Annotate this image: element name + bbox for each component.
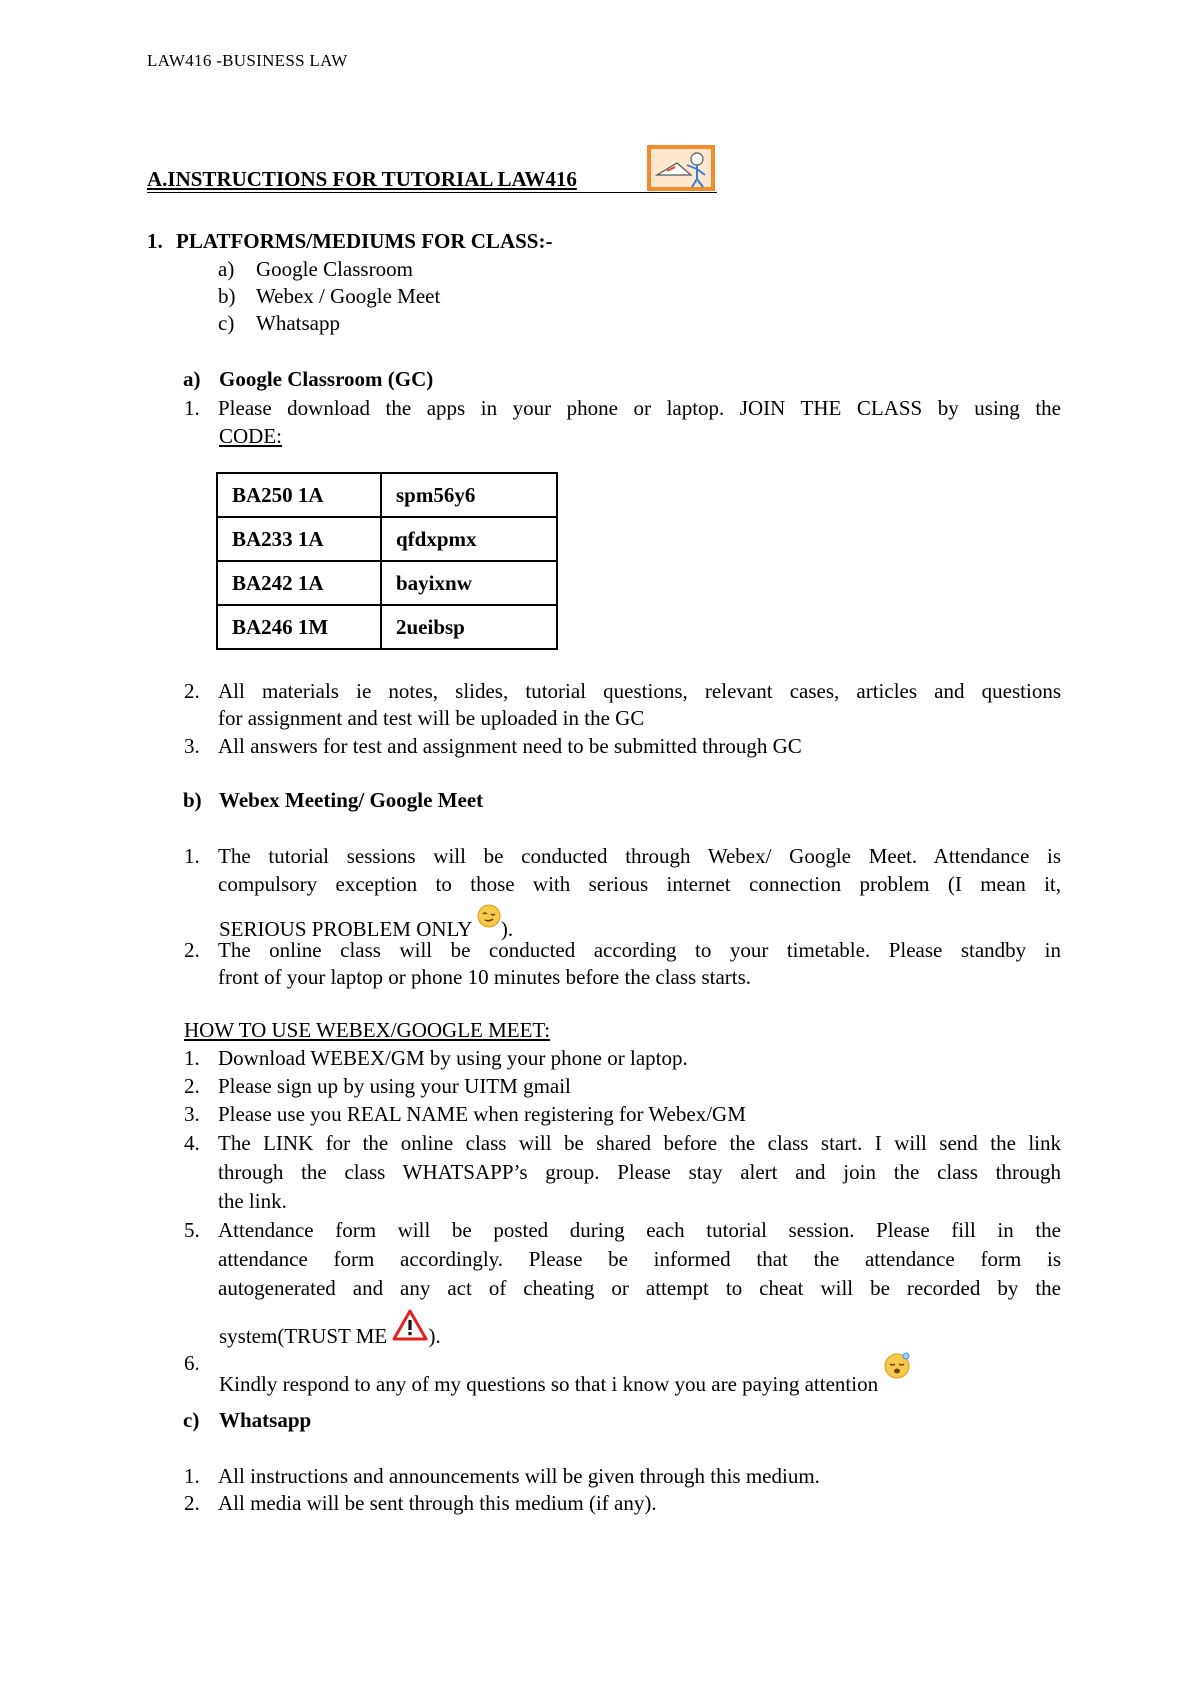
platform-whatsapp: Whatsapp bbox=[256, 311, 340, 335]
table-row bbox=[217, 561, 557, 605]
platform-label-b: b) bbox=[218, 284, 236, 308]
webex-item1-line2: compulsory exception to those with serious internet connection problem (I mean it, bbox=[218, 872, 1061, 896]
warning-icon bbox=[392, 1309, 428, 1341]
webex-item1-line1: The tutorial sessions will be conducted through Webex/ Google Meet. Attendance is bbox=[218, 844, 1061, 868]
presenter-clipart-icon bbox=[647, 145, 715, 191]
serious-problem-close: ). bbox=[500, 917, 514, 941]
class-group-cell: BA250 1A bbox=[217, 473, 381, 517]
step2-text: Please sign up by using your UITM gmail bbox=[218, 1074, 571, 1098]
step6-line bbox=[219, 1351, 911, 1396]
sleepy-emoji-icon bbox=[883, 1351, 911, 1379]
gc-item3-number: 3. bbox=[184, 734, 200, 758]
whatsapp-item2-text: All media will be sent through this medium (if any). bbox=[218, 1491, 657, 1515]
gc-label: a) bbox=[183, 367, 201, 391]
title-underline bbox=[147, 192, 717, 193]
gc-heading: Google Classroom (GC) bbox=[219, 367, 434, 391]
step4-number: 4. bbox=[184, 1131, 200, 1155]
class-code-table bbox=[216, 472, 558, 650]
platform-webex: Webex / Google Meet bbox=[256, 284, 441, 308]
class-code-cell: qfdxpmx bbox=[381, 517, 557, 561]
step5-number: 5. bbox=[184, 1218, 200, 1242]
step3-number: 3. bbox=[184, 1102, 200, 1126]
class-code-cell: spm56y6 bbox=[381, 473, 557, 517]
trust-me-close: ). bbox=[428, 1324, 441, 1348]
webex-item2-number: 2. bbox=[184, 938, 200, 962]
whatsapp-item1-text: All instructions and announcements will be given through this medium. bbox=[218, 1464, 820, 1488]
step5-line1: Attendance form will be posted during each tutorial session. Please fill in the bbox=[218, 1218, 1061, 1242]
step5-line3: autogenerated and any act of cheating or attempt to cheat will be recorded by the bbox=[218, 1276, 1061, 1300]
webex-item1-number: 1. bbox=[184, 844, 200, 868]
step6-text: Kindly respond to any of my questions so that i know you are paying attention bbox=[219, 1372, 879, 1396]
table-row bbox=[217, 605, 557, 649]
webex-item2-line1: The online class will be conducted according to your timetable. Please standby in bbox=[218, 938, 1061, 962]
gc-item3-text: All answers for test and assignment need to be submitted through GC bbox=[218, 734, 802, 758]
whatsapp-item1-number: 1. bbox=[184, 1464, 200, 1488]
class-group-cell: BA246 1M bbox=[217, 605, 381, 649]
section1-heading: PLATFORMS/MEDIUMS FOR CLASS:- bbox=[176, 229, 553, 253]
step4-line3: the link. bbox=[218, 1189, 287, 1213]
webex-heading: Webex Meeting/ Google Meet bbox=[219, 788, 484, 812]
trust-me-text: system(TRUST ME bbox=[219, 1324, 388, 1348]
section1-number: 1. bbox=[147, 229, 163, 253]
class-group-cell: BA233 1A bbox=[217, 517, 381, 561]
page-header: LAW416 -BUSINESS LAW bbox=[147, 51, 348, 70]
class-code-cell: bayixnw bbox=[381, 561, 557, 605]
gc-item2-line2: for assignment and test will be uploaded in the GC bbox=[218, 706, 645, 730]
howto-heading: HOW TO USE WEBEX/GOOGLE MEET: bbox=[184, 1018, 551, 1042]
step4-line2: through the class WHATSAPP’s group. Please stay alert and join the class through bbox=[218, 1160, 1061, 1184]
webex-item1-line3 bbox=[219, 904, 513, 941]
step5-line2: attendance form accordingly. Please be informed that the attendance form is bbox=[218, 1247, 1061, 1271]
table-row bbox=[217, 473, 557, 517]
table-row bbox=[217, 517, 557, 561]
platform-google-classroom: Google Classroom bbox=[256, 257, 413, 281]
step6-number: 6. bbox=[184, 1351, 200, 1375]
class-code-cell: 2ueibsp bbox=[381, 605, 557, 649]
class-group-cell: BA242 1A bbox=[217, 561, 381, 605]
step2-number: 2. bbox=[184, 1074, 200, 1098]
whatsapp-label: c) bbox=[183, 1408, 200, 1432]
step1-text: Download WEBEX/GM by using your phone or laptop. bbox=[218, 1046, 688, 1070]
whatsapp-item2-number: 2. bbox=[184, 1491, 200, 1515]
step5-line4 bbox=[219, 1309, 441, 1348]
gc-item1-number: 1. bbox=[184, 396, 200, 420]
webex-label: b) bbox=[183, 788, 202, 812]
gc-item2-line1: All materials ie notes, slides, tutorial questions, relevant cases, articles and questions bbox=[218, 679, 1061, 703]
gc-item1-text: Please download the apps in your phone or laptop. JOIN THE CLASS by using the bbox=[218, 396, 1061, 420]
gc-item1-code-label: CODE: bbox=[219, 424, 282, 448]
gc-item2-number: 2. bbox=[184, 679, 200, 703]
page-title: A.INSTRUCTIONS FOR TUTORIAL LAW416 bbox=[147, 167, 577, 191]
step3-text: Please use you REAL NAME when registering for Webex/GM bbox=[218, 1102, 746, 1126]
step1-number: 1. bbox=[184, 1046, 200, 1070]
platform-label-a: a) bbox=[218, 257, 235, 281]
whatsapp-heading: Whatsapp bbox=[219, 1408, 312, 1432]
wink-emoji-icon bbox=[477, 904, 501, 928]
step4-line1: The LINK for the online class will be shared before the class start. I will send the link bbox=[218, 1131, 1061, 1155]
serious-problem-text: SERIOUS PROBLEM ONLY bbox=[219, 917, 472, 941]
webex-item2-line2: front of your laptop or phone 10 minutes before the class starts. bbox=[218, 965, 752, 989]
platform-label-c: c) bbox=[218, 311, 235, 335]
